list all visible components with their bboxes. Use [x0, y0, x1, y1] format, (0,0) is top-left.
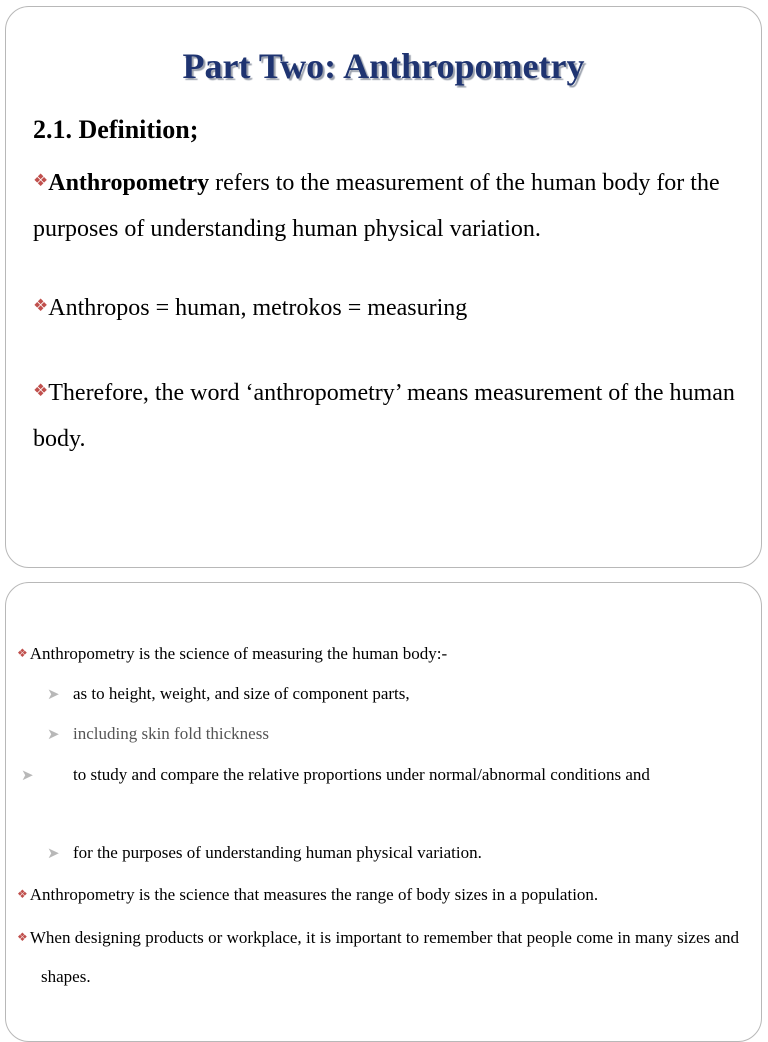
bullet-meaning — [33, 371, 738, 462]
arrow-bullet-icon: ➤ — [47, 846, 60, 862]
slide-1 — [5, 6, 762, 568]
etymology-text: Anthropos = human, metrokos = measuring — [48, 295, 468, 321]
bullet-definition — [33, 161, 738, 252]
diamond-bullet-icon: ❖ — [33, 296, 49, 315]
sub-bullet-height-weight — [47, 675, 737, 714]
definition-text: refers to the measurement of the human body for the purposes of understanding human physical variation. — [33, 170, 720, 242]
diamond-bullet-icon: ❖ — [33, 171, 49, 190]
bullet-text: Anthropometry is the science of measuring the human body:- — [29, 644, 448, 663]
bullet-science-measuring — [17, 635, 739, 674]
section-heading: 2.1. Definition; — [33, 115, 199, 144]
sub-bullet-text: as to height, weight, and size of component parts, — [73, 684, 410, 703]
arrow-bullet-icon: ➤ — [47, 687, 60, 703]
diamond-bullet-icon: ❖ — [33, 381, 49, 400]
arrow-bullet-icon: ➤ — [47, 727, 60, 743]
bullet-etymology — [33, 286, 738, 332]
slide-2 — [5, 582, 762, 1042]
arrow-bullet-icon: ➤ — [21, 768, 34, 784]
bullet-range-body-sizes — [17, 876, 739, 915]
slide-title: Part Two: Anthropometry — [182, 46, 585, 86]
diamond-bullet-icon: ❖ — [17, 930, 28, 944]
term-anthropometry: Anthropometry — [48, 170, 210, 196]
bullet-text: Anthropometry is the science that measures the range of body sizes in a population. — [29, 885, 599, 904]
sub-bullet-study-compare — [21, 756, 737, 795]
diamond-bullet-icon: ❖ — [17, 646, 28, 660]
sub-bullet-text: for the purposes of understanding human physical variation. — [73, 843, 482, 862]
meaning-text: Therefore, the word ‘anthropometry’ means measurement of the human body. — [33, 380, 735, 452]
sub-bullet-purposes — [47, 834, 737, 873]
bullet-text: When designing products or workplace, it is important to remember that people come in many sizes and shapes. — [29, 928, 739, 986]
sub-bullet-skin-fold — [47, 715, 737, 754]
sub-bullet-text: to study and compare the relative proportions under normal/abnormal conditions and — [73, 765, 650, 784]
bullet-designing-products — [17, 919, 739, 995]
sub-bullet-text: including skin fold thickness — [73, 724, 269, 743]
diamond-bullet-icon: ❖ — [17, 887, 28, 901]
